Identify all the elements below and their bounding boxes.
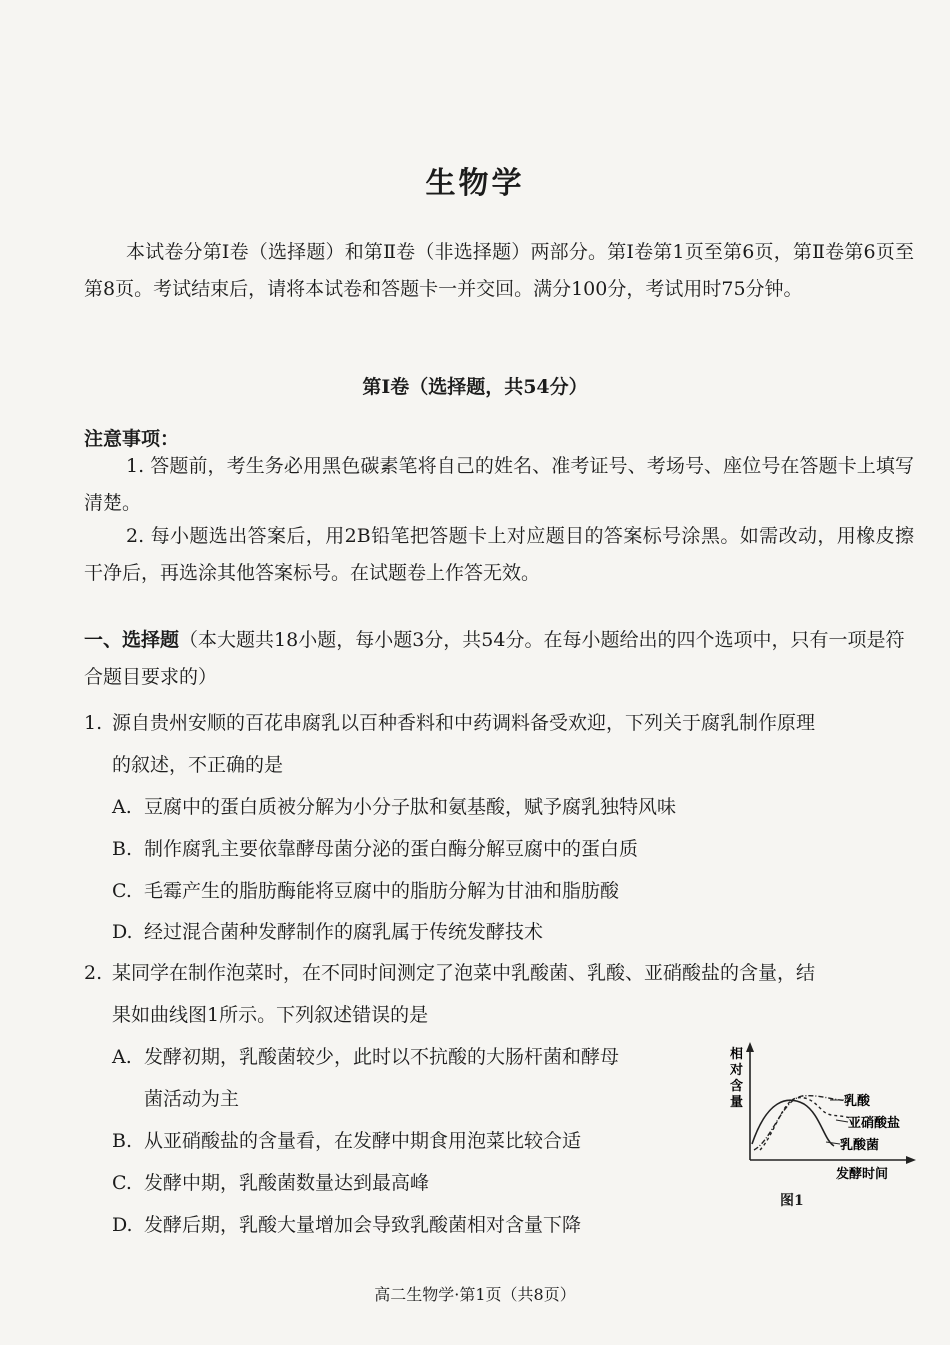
notice-heading: 注意事项：: [84, 428, 180, 450]
option-text: 豆腐中的蛋白质被分解为小分子肽和氨基酸，赋予腐乳独特风味: [144, 796, 677, 818]
question-1-stem: [84, 702, 914, 786]
y-axis-arrow-icon: [746, 1042, 754, 1052]
q1-option-a: [112, 786, 676, 828]
section-title: 第Ⅰ卷（选择题，共54分）: [362, 376, 588, 398]
legend-lactic-acid: 乳酸: [844, 1094, 871, 1109]
option-label: C.: [112, 880, 132, 902]
option-text: 经过混合菌种发酵制作的腐乳属于传统发酵技术: [144, 921, 544, 943]
stem-line-2: 的叙述，不正确的是: [112, 754, 284, 776]
question-2-stem: [84, 952, 914, 1036]
q2-option-d: [112, 1204, 581, 1246]
question-number: 1.: [84, 712, 103, 734]
y-label-char-1: 相: [730, 1047, 744, 1062]
part-desc: （本大题共18小题，每小题3分，共54分。在每小题给出的四个选项中，只有一项是符合题目要求的）: [84, 629, 905, 688]
y-label-char-4: 量: [730, 1095, 744, 1110]
y-label-char-3: 含: [730, 1079, 744, 1094]
figure-1-graph: [712, 1040, 922, 1220]
option-text: 发酵初期，乳酸菌较少，此时以不抗酸的大肠杆菌和酵母: [144, 1046, 620, 1068]
option-text: 制作腐乳主要依靠酵母菌分泌的蛋白酶分解豆腐中的蛋白质: [144, 838, 639, 860]
curve-lactic-bacteria: [752, 1100, 834, 1146]
question-number: 2.: [84, 962, 103, 984]
intro-paragraph: 本试卷分第Ⅰ卷（选择题）和第Ⅱ卷（非选择题）两部分。第Ⅰ卷第1页至第6页，第Ⅱ卷第6页至第8页。考试结束后，请将本试卷和答题卡一并交回。满分100分，考试用时75分钟。: [84, 241, 914, 300]
option-text-cont: 菌活动为主: [144, 1088, 240, 1110]
leader-nitrite: [836, 1120, 848, 1122]
q2-option-c: [112, 1162, 429, 1204]
q1-option-d: [112, 911, 543, 953]
notice-item-2: 2. 每小题选出答案后，用2B铅笔把答题卡上对应题目的答案标号涂黑。如需改动，用橡皮擦干净后，再选涂其他答案标号。在试题卷上作答无效。: [84, 525, 914, 584]
option-text: 发酵后期，乳酸大量增加会导致乳酸菌相对含量下降: [144, 1214, 582, 1236]
option-label: C.: [112, 1172, 132, 1194]
option-label: D.: [112, 921, 133, 943]
q1-option-b: [112, 828, 638, 870]
stem-line-1: 源自贵州安顺的百花串腐乳以百种香料和中药调料备受欢迎，下列关于腐乳制作原理: [112, 712, 816, 734]
page-footer: 高二生物学·第1页（共8页）: [374, 1285, 576, 1304]
option-label: B.: [112, 1130, 133, 1152]
option-label: A.: [112, 796, 132, 818]
stem-line-1: 某同学在制作泡菜时，在不同时间测定了泡菜中乳酸菌、乳酸、亚硝酸盐的含量，结: [112, 962, 816, 984]
x-axis-arrow-icon: [906, 1156, 916, 1164]
y-label-char-2: 对: [730, 1063, 744, 1078]
leader-lactic-bacteria: [826, 1142, 840, 1144]
option-label: A.: [112, 1046, 132, 1068]
option-text: 从亚硝酸盐的含量看，在发酵中期食用泡菜比较合适: [144, 1130, 582, 1152]
figure-caption: 图1: [780, 1193, 804, 1209]
option-label: B.: [112, 838, 133, 860]
q2-option-a: [112, 1036, 712, 1120]
paper-title: 生物学: [425, 166, 525, 201]
legend-lactic-bacteria: 乳酸菌: [840, 1138, 880, 1153]
part-label: 一、选择题: [84, 629, 180, 651]
option-text: 毛霉产生的脂肪酶能将豆腐中的脂肪分解为甘油和脂肪酸: [144, 880, 620, 902]
legend-nitrite: 亚硝酸盐: [848, 1116, 901, 1131]
stem-line-2: 果如曲线图1所示。下列叙述错误的是: [112, 1004, 429, 1026]
q1-option-c: [112, 870, 619, 912]
part-heading: [84, 622, 914, 696]
q2-option-b: [112, 1120, 581, 1162]
option-label: D.: [112, 1214, 133, 1236]
notice-item-1: 1. 答题前，考生务必用黑色碳素笔将自己的姓名、准考证号、考场号、座位号在答题卡上填写清楚。: [84, 455, 914, 514]
option-text: 发酵中期，乳酸菌数量达到最高峰: [144, 1172, 430, 1194]
x-axis-label: 发酵时间: [836, 1167, 889, 1182]
